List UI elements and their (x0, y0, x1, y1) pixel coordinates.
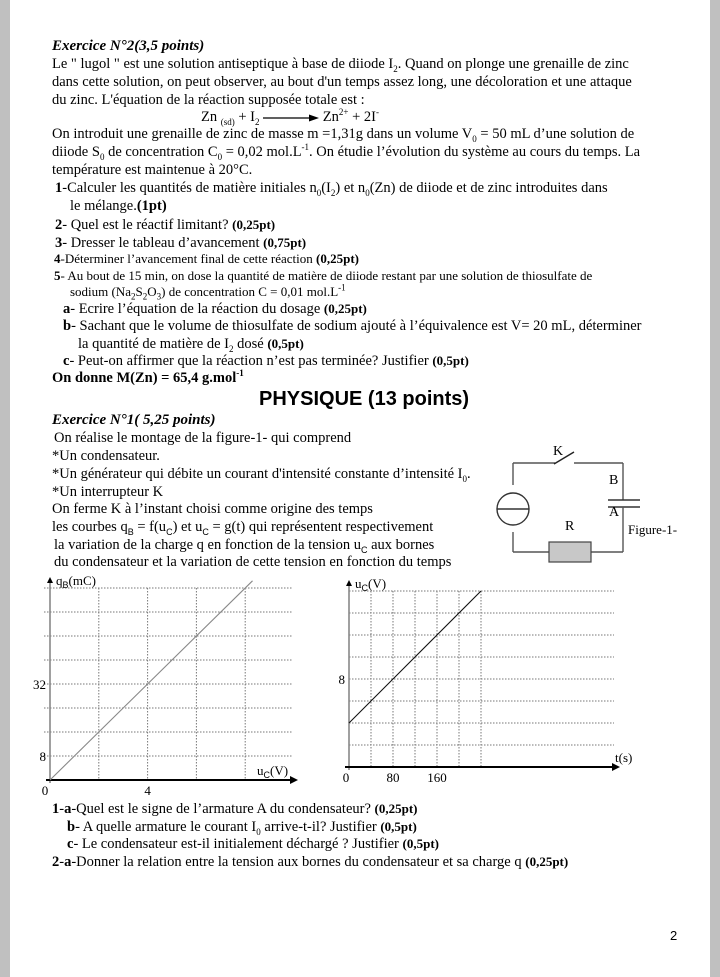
text: -Quel est le signe de l’armature A du condensateur? (71, 801, 375, 817)
physics-line-8: du condensateur et la variation de cette tension en fonction du temps (54, 554, 452, 570)
iodine: I (250, 109, 256, 125)
text: On donne M(Zn) = 65,4 g.mol (52, 370, 237, 386)
iodide: + 2I (352, 109, 376, 125)
q-num: 5 (54, 268, 61, 283)
text: sodium (Na (70, 284, 132, 299)
chem-question-4 (54, 250, 359, 267)
text: . Quand on plonge une grenaille de zinc (397, 56, 629, 72)
x-tick-label: 4 (144, 783, 151, 798)
y-tick-label: 8 (338, 672, 345, 687)
text: - Dresser le tableau d’avancement (62, 235, 264, 251)
points: (0,25pt) (232, 217, 276, 232)
exponent: -1 (236, 368, 244, 379)
subscript: 0 (316, 187, 322, 198)
subscript: B (127, 526, 134, 537)
y-axis-arrow-icon (346, 580, 352, 586)
physics-line-1: On réalise le montage de la figure-1- qui comprend (54, 430, 352, 446)
subscript: 2 (131, 291, 136, 302)
text: S (135, 284, 143, 299)
plate-b-label: B (609, 473, 619, 488)
chem-question-1-line-2 (70, 198, 167, 215)
text: - A quelle armature le courant I (75, 819, 257, 835)
subscript: C (202, 526, 209, 537)
q-num: 2 (55, 217, 63, 233)
x-tick-label: 0 (41, 783, 49, 798)
reaction-equation (201, 109, 379, 126)
q-num: 1 (52, 801, 60, 817)
subscript: 0 (99, 151, 105, 162)
x-axis-label: $u_C(V)$ (257, 763, 289, 780)
text: diiode S (52, 144, 100, 160)
text: arrive-t-il? Justifier (260, 819, 381, 835)
text: = 50 mL d’une solution de (476, 126, 635, 142)
x-axis-arrow-icon (290, 776, 298, 784)
chem-intro-line-2: dans cette solution, on peut observer, au bout d'un temps assez long, une décoloration et une attaque (52, 74, 632, 90)
y-tick-label: 32 (33, 677, 46, 692)
q-num: 1 (55, 180, 63, 196)
points: (0,5pt) (380, 819, 417, 834)
physics-question-2a: 2-a-Donner la relation entre la tension aux bornes du condensateur et sa charge q (0,25pt) (52, 854, 569, 870)
physics-question-1c (67, 835, 439, 853)
q-sub: a (64, 801, 72, 817)
physics-line-2: *Un condensateur. (52, 448, 160, 464)
subscript: 2 (330, 187, 336, 198)
points: (0,75pt) (263, 235, 307, 250)
text: O (147, 284, 157, 299)
q-sub: b (67, 819, 76, 835)
text: = f(u (133, 519, 167, 535)
subscript: 0 (217, 151, 223, 162)
points: (0,5pt) (432, 353, 469, 368)
subscript: 0 (256, 826, 261, 837)
text: Le " lugol " est une solution antiseptique à base de diiode I (52, 56, 394, 72)
chem-question-5b-line-2 (78, 335, 304, 353)
subscript: 2 (228, 343, 234, 354)
physics-line-3: *Un générateur qui débite un courant d'intensité constante d’intensité $I_0$. (52, 466, 471, 484)
text: ) et n (335, 180, 366, 196)
y-axis-arrow-icon (47, 577, 53, 583)
text: . On étudie l’évolution du système au cours du temps. La (309, 144, 641, 160)
switch-label: K (553, 444, 564, 459)
physics-line-6 (52, 519, 433, 536)
x-tick-label: 0 (342, 770, 350, 785)
text: - Sachant que le volume de thiosulfate de sodium ajouté à l’équivalence est V= 20 mL, déterminer (71, 318, 642, 334)
physics-exercise-title: Exercice N°1( 5,25 points) (52, 412, 216, 428)
zinc-ion: Zn (322, 109, 339, 125)
reaction-arrow-icon (263, 113, 319, 123)
q-num: c (63, 353, 70, 369)
text: de concentration C (104, 144, 218, 160)
subscript: 0 (462, 473, 467, 484)
chem-question-5b (63, 318, 642, 335)
text: ) et u (172, 519, 203, 535)
chart-voltage-vs-time (320, 560, 650, 790)
chem-question-2 (55, 216, 275, 234)
q-num: a (63, 301, 71, 317)
physics-line-5: On ferme K à l’instant choisi comme origine des temps (52, 501, 373, 517)
text: -Calculer les quantités de matière initiales n (62, 180, 317, 196)
text: ) de concentration C = 0,01 mol.L (161, 284, 339, 299)
chem-data-line-3: température est maintenue à 20°C. (52, 162, 253, 178)
physics-heading: PHYSIQUE (13 points) (259, 388, 470, 410)
q-sub: a (64, 854, 72, 870)
figure-caption: Figure-1- (628, 522, 678, 537)
x-tick-label: 160 (427, 770, 447, 785)
text: (I (321, 180, 331, 196)
text: = 0,02 mol.L (222, 144, 302, 160)
q-num: b (63, 318, 72, 334)
text: les courbes q (52, 519, 128, 535)
exponent: -1 (338, 282, 346, 293)
state-solid: (sd) (220, 116, 235, 127)
physics-line-4: *Un interrupteur K (52, 484, 164, 500)
subscript: 0 (472, 133, 477, 144)
exponent: -1 (301, 142, 310, 153)
text: (Zn) de diiode et de zinc introduites dans (369, 180, 608, 196)
chem-question-5 (54, 267, 592, 284)
chem-intro-line-3: du zinc. L'équation de la réaction supposée totale est : (52, 92, 365, 108)
text: - Le condensateur est-il initialement déchargé ? Justifier (73, 836, 403, 852)
subscript: 2 (142, 291, 148, 302)
text: -Donner la relation entre la tension aux bornes du condensateur et sa charge q (71, 854, 526, 870)
y-axis-label: $u_C(V)$ (355, 576, 387, 593)
subscript: 2 (255, 116, 260, 127)
q-num: 2 (52, 854, 60, 870)
text: - Au bout de 15 min, on dose la quantité de matière de diiode restant par une solution de thiosulfate de (60, 268, 593, 283)
points: (0,25pt) (323, 301, 367, 316)
subscript: C (360, 544, 368, 555)
chem-question-1 (55, 180, 608, 197)
text: la quantité de matière de I (78, 336, 229, 352)
points: (0,25pt) (525, 854, 569, 869)
q-sub: c (67, 836, 74, 852)
zn: Zn (201, 109, 218, 125)
charge: 2+ (338, 107, 349, 118)
points: (0,25pt) (316, 251, 359, 266)
chem-question-5c (63, 352, 469, 370)
chem-data-line-2 (52, 144, 640, 161)
text: On introduit une grenaille de zinc de masse m =1,31g dans un volume V (52, 126, 473, 142)
physics-question-1a: 1-a-Quel est le signe de l’armature A du condensateur? (0,25pt) (52, 801, 418, 817)
chem-exercise-title: Exercice N°2(3,5 points) (52, 38, 205, 54)
circuit-diagram (490, 435, 690, 565)
y-tick-label: 8 (39, 749, 46, 764)
points: (0,5pt) (267, 336, 304, 351)
text: le mélange. (70, 198, 137, 214)
x-axis-label: t(s) (615, 750, 633, 765)
chem-question-5a (63, 300, 367, 318)
given-molar-mass (52, 370, 244, 387)
q-num: 3 (55, 235, 63, 251)
text: dosé (233, 336, 268, 352)
text: -Déterminer l’avancement final de cette réaction (60, 251, 317, 266)
y-axis-label: $q_B(mC)$ (56, 573, 96, 590)
points: (1pt) (136, 198, 167, 214)
q-num: 4 (54, 251, 61, 266)
text: la variation de la charge q en fonction de la tension u (54, 537, 361, 553)
plate-a-label: A (609, 505, 620, 520)
chem-intro-line-1 (52, 56, 629, 73)
points: (0,25pt) (374, 801, 418, 816)
resistor-icon (549, 542, 591, 562)
series-line (50, 581, 253, 780)
text: aux bornes (367, 537, 435, 553)
x-tick-label: 80 (386, 770, 400, 785)
plus: + (238, 109, 247, 125)
subscript: 2 (393, 63, 398, 74)
physics-line-7 (54, 537, 434, 554)
points: (0,5pt) (402, 836, 439, 851)
charge: - (375, 107, 379, 118)
chart-charge-vs-voltage (0, 560, 320, 805)
chem-data-line-1 (52, 126, 634, 143)
text: *Un générateur qui débite un courant d'intensité constante d’intensité I (52, 466, 463, 482)
page-number: 2 (670, 928, 678, 943)
text: - Peut-on affirmer que la réaction n’est pas terminée? Justifier (69, 353, 433, 369)
subscript: 0 (365, 187, 370, 198)
text: - Ecrire l’équation de la réaction du dosage (70, 301, 324, 317)
subscript: C (166, 526, 173, 537)
text: - Quel est le réactif limitant? (62, 217, 233, 233)
chem-question-5-line-2: sodium $(Na_2S_2O_3)$ de concentration C = 0,01 $mol.L^{-1}$ (70, 282, 346, 302)
physics-question-1b (67, 818, 417, 836)
text: = g(t) qui représentent respectivement (208, 519, 434, 535)
resistor-label: R (565, 519, 575, 534)
